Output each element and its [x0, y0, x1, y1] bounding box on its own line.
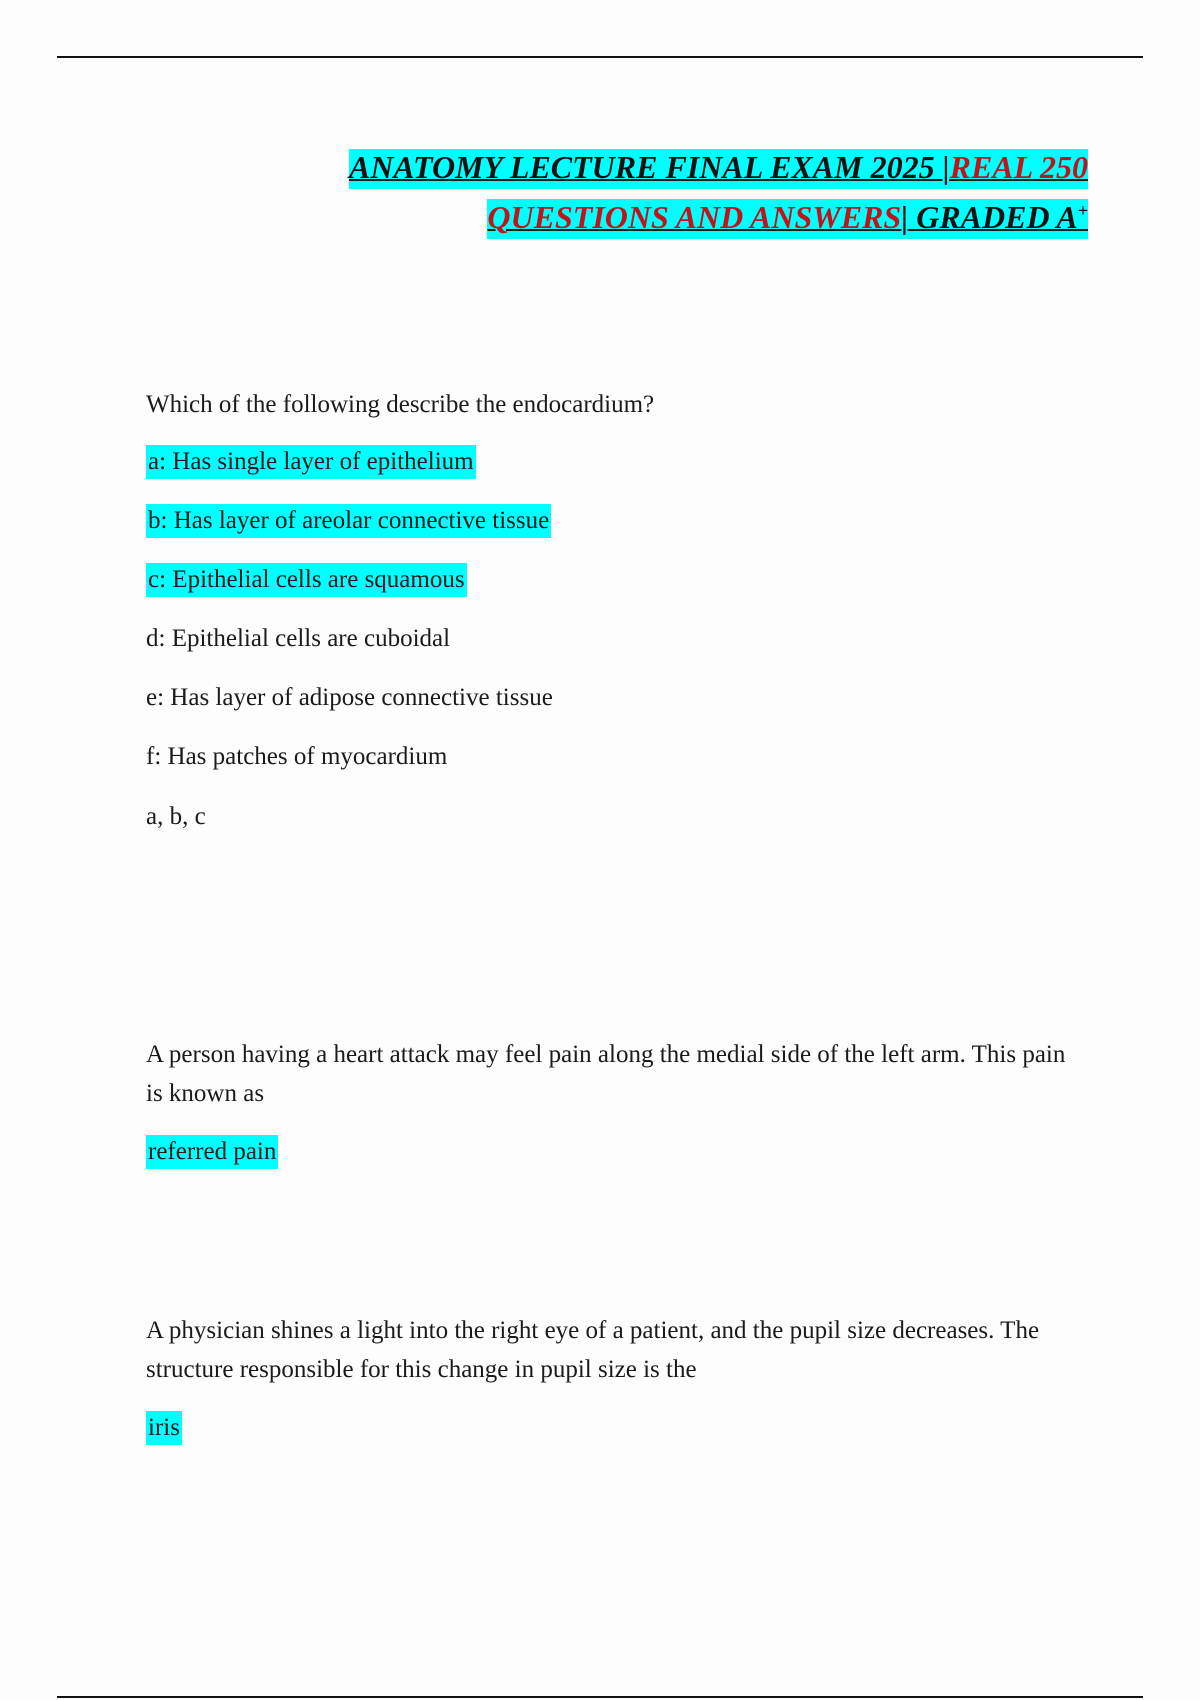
question-1-option-d: d: Epithelial cells are cuboidal	[146, 625, 451, 652]
title-part-2: REAL 250	[949, 149, 1088, 185]
title-part-1: ANATOMY LECTURE FINAL EXAM 2025	[348, 149, 943, 185]
top-rule	[57, 56, 1143, 58]
question-1-text: Which of the following describe the endocardium?	[146, 391, 655, 418]
title-separator-2: |	[901, 199, 909, 235]
bottom-rule	[57, 1696, 1143, 1698]
title-part-3: QUESTIONS AND ANSWERS	[487, 199, 902, 235]
question-2-answer: referred pain	[146, 1135, 278, 1169]
title-part-4: GRADED A	[908, 199, 1078, 235]
question-1-option-e: e: Has layer of adipose connective tissue	[146, 684, 553, 711]
question-1-option-b: b: Has layer of areolar connective tissue	[146, 504, 551, 538]
title-separator-1: |	[942, 149, 950, 185]
page-title	[349, 142, 1088, 242]
question-1-option-f: f: Has patches of myocardium	[146, 743, 448, 770]
title-superscript: +	[1077, 200, 1088, 221]
question-3-answer: iris	[146, 1411, 182, 1445]
question-2-text: A person having a heart attack may feel pain along the medial side of the left arm. This pain is known as	[146, 1041, 1066, 1107]
question-1-option-c: c: Epithelial cells are squamous	[146, 563, 467, 597]
question-1-option-a: a: Has single layer of epithelium	[146, 445, 476, 479]
question-1-answer: a, b, c	[146, 803, 206, 830]
question-3-text: A physician shines a light into the right eye of a patient, and the pupil size decreases. The structure responsible for this change in pupil size is the	[146, 1317, 1040, 1383]
